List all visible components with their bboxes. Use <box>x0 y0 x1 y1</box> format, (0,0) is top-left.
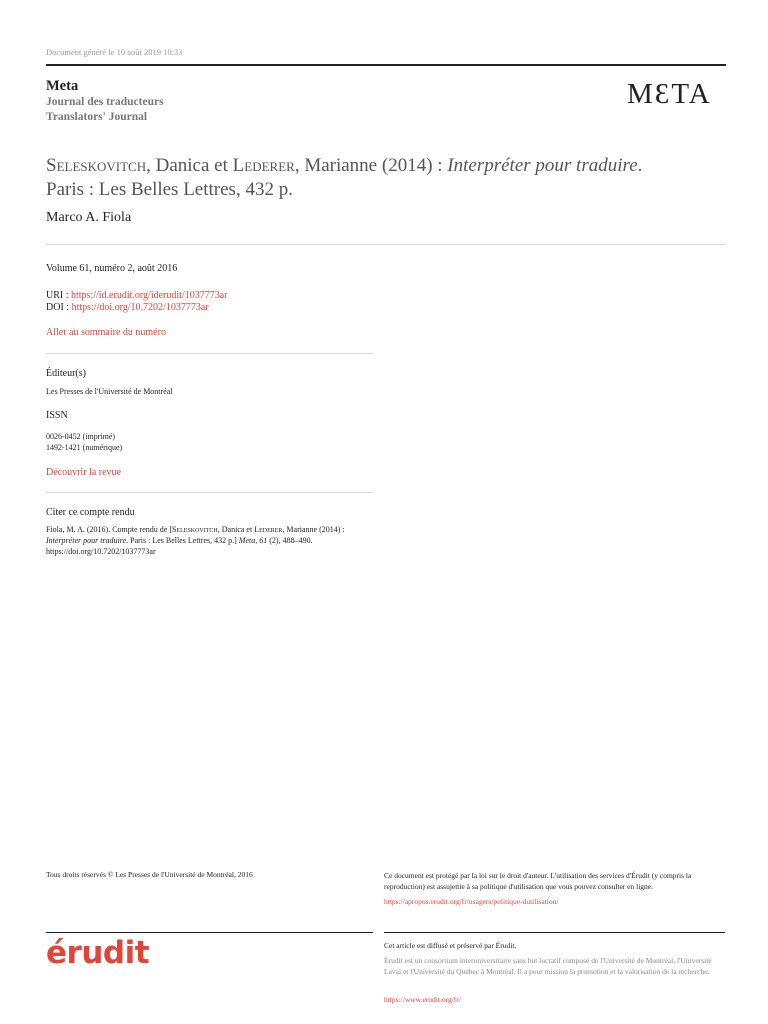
cite-volume: 61 <box>259 536 268 545</box>
discover-journal-link[interactable]: Découvrir la revue <box>46 467 121 478</box>
title-book: Interpréter pour traduire <box>447 155 638 176</box>
citation-text <box>46 524 376 557</box>
issn-online: 1492-1421 (numérique) <box>46 443 123 452</box>
divider-1 <box>46 353 373 354</box>
article-author: Marco A. Fiola <box>46 210 132 225</box>
erudit-logo: érudit <box>46 935 150 971</box>
mid-divider <box>46 244 726 245</box>
cite-part3: , Marianne (2014) : <box>282 525 345 534</box>
copyright-text: Ce document est protégé par la loi sur le droit d'auteur. L'utilisation des services d'Érudit (y compris la reproduction) est assujettie à sa politique d'utilisation que vous pouvez consulter en ligne. <box>384 871 692 891</box>
cite-sc2: Lederer <box>254 525 283 534</box>
article-title <box>46 154 646 202</box>
title-part1: , Danica et <box>146 155 233 176</box>
cite-comma: , <box>255 536 260 545</box>
title-part2: , Marianne (2014) : <box>294 155 448 176</box>
copyright-notice <box>384 870 724 907</box>
erudit-link[interactable]: https://www.erudit.org/fr/ <box>384 995 461 1004</box>
meta-logo: MƐTA <box>627 78 712 110</box>
uri-link[interactable]: https://id.erudit.org/iderudit/1037773ar <box>71 290 228 301</box>
consortium-text: Érudit est un consortium interuniversitaire sans but lucratif composé de l'Université de Montréal, l'Université Laval et l'Université du Québec à Montréal. Il a pour mission la promotion et la valorisation de la recherche. <box>384 956 712 976</box>
doi-label: DOI : <box>46 302 72 313</box>
sommaire-link[interactable]: Aller au sommaire du numéro <box>46 327 166 338</box>
volume-info: Volume 61, numéro 2, août 2016 <box>46 263 178 274</box>
cite-sc1: Seleskovitch <box>171 525 218 534</box>
title-part3: . Paris : Les Belles Lettres, 432 p. <box>46 155 643 200</box>
journal-subtitle-en: Translators' Journal <box>46 111 148 123</box>
cite-part1: Fiola, M. A. (2016). Compte rendu de [ <box>46 525 172 534</box>
diffusion-notice: Cet article est diffusé et préservé par Érudit. <box>384 941 517 950</box>
rights-reserved: Tous droits réservés © Les Presses de l'Université de Montréal, 2016 <box>46 870 253 879</box>
uri-label: URI : <box>46 290 71 301</box>
cite-book: Interpréter pour traduire <box>46 536 127 545</box>
cite-doi: https://doi.org/10.7202/1037773ar <box>46 547 156 556</box>
identifiers <box>46 290 227 314</box>
generated-date: Document généré le 10 août 2019 10:33 <box>46 47 183 57</box>
footer-divider-right <box>384 932 725 933</box>
cite-journal: Meta <box>238 536 256 545</box>
journal-name: Meta <box>46 78 79 94</box>
top-divider <box>46 64 726 66</box>
title-author2-lastname: Lederer <box>232 155 295 176</box>
divider-2 <box>46 492 373 493</box>
issn-heading: ISSN <box>46 410 68 421</box>
title-author1-lastname: Seleskovitch <box>46 155 147 176</box>
doi-link[interactable]: https://doi.org/10.7202/1037773ar <box>71 302 209 313</box>
footer-divider-left <box>46 932 373 933</box>
cite-part4: . Paris : Les Belles Lettres, 432 p.] <box>126 536 239 545</box>
policy-link[interactable]: https://apropos.erudit.org/fr/usagers/politique-dutilisation/ <box>384 897 559 906</box>
journal-subtitle-fr: Journal des traducteurs <box>46 96 164 108</box>
publisher-heading: Éditeur(s) <box>46 368 86 379</box>
publisher-name: Les Presses de l'Université de Montréal <box>46 387 173 396</box>
citation-heading: Citer ce compte rendu <box>46 507 135 518</box>
cite-part2: , Danica et <box>217 525 255 534</box>
cite-part5: (2), 488–490. <box>267 536 313 545</box>
issn-print: 0026-0452 (imprimé) <box>46 432 116 441</box>
